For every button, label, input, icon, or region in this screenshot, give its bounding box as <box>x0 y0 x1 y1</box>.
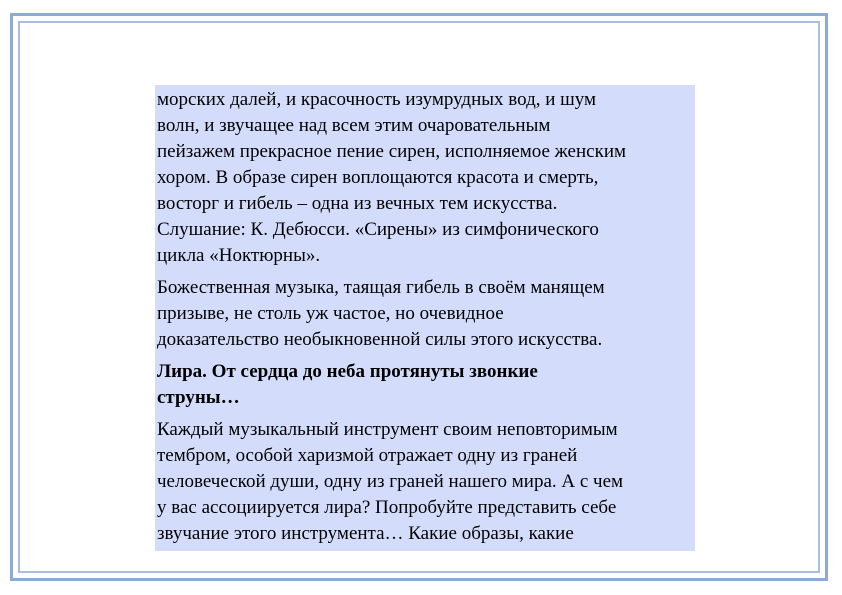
text-line: Божественная музыка, таящая гибель в своём манящем <box>157 277 605 298</box>
text-line: хором. В образе сирен воплощаются красота и смерть, <box>157 167 599 188</box>
text-line: доказательство необыкновенной силы этого искусства. <box>157 329 603 350</box>
text-line: Каждый музыкальный инструмент своим неповторимым <box>157 419 618 440</box>
text-block <box>155 85 695 551</box>
text-line: волн, и звучащее над всем этим очаровательным <box>157 115 551 136</box>
text-line: цикла «Ноктюрны». <box>157 245 321 266</box>
text-line: тембром, особой харизмой отражает одну из граней <box>157 445 578 466</box>
heading-lyre <box>157 359 693 411</box>
text-line: Лира. От сердца до неба протянуты звонкие <box>157 361 538 382</box>
text-line: призыве, не столь уж частое, но очевидное <box>157 303 504 324</box>
text-line: восторг и гибель – одна из вечных тем искусства. <box>157 193 558 214</box>
paragraph-instrument <box>157 417 693 547</box>
text-line: струны… <box>157 387 240 408</box>
paragraph-sirens <box>157 87 693 269</box>
text-line: пейзажем прекрасное пение сирен, исполняемое женским <box>157 141 627 162</box>
text-line: Слушание: К. Дебюсси. «Сирены» из симфонического <box>157 219 599 240</box>
text-line: у вас ассоциируется лира? Попробуйте представить себе <box>157 497 617 518</box>
paragraph-divine-music <box>157 275 693 353</box>
text-line: человеческой души, одну из граней нашего мира. А с чем <box>157 471 624 492</box>
text-line: звучание этого инструмента… Какие образы, какие <box>157 523 574 544</box>
text-line: морских далей, и красочность изумрудных вод, и шум <box>157 89 597 110</box>
